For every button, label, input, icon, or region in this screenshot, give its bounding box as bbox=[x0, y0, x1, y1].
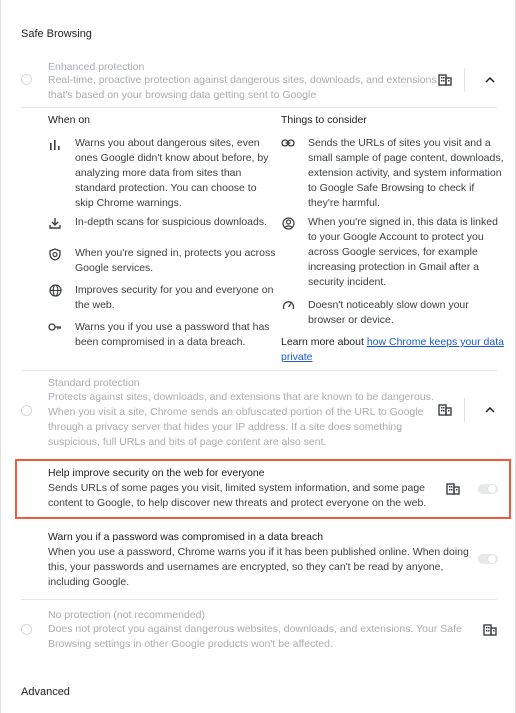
item-line: Warns you about dangerous sites, even bbox=[75, 137, 260, 149]
enhanced-protection-title: Enhanced protection bbox=[48, 61, 145, 73]
divider bbox=[464, 68, 465, 92]
things-to-consider-heading: Things to consider bbox=[281, 114, 367, 126]
divider bbox=[21, 599, 497, 600]
learn-more-link[interactable]: how Chrome keeps your data bbox=[366, 336, 504, 348]
item-line: Google services. bbox=[75, 262, 154, 274]
collapse-button[interactable] bbox=[482, 72, 498, 88]
divider bbox=[21, 107, 497, 108]
divider bbox=[21, 370, 497, 371]
download-icon bbox=[48, 216, 62, 230]
managed-building-icon bbox=[483, 624, 497, 636]
chevron-up-icon bbox=[485, 77, 495, 83]
item-line: When you're signed in, this data is linked bbox=[308, 216, 498, 228]
advanced-title: Advanced bbox=[21, 686, 70, 698]
list-item bbox=[308, 136, 504, 211]
item-line: standard protection. You can choose to bbox=[75, 182, 257, 194]
globe-icon bbox=[48, 283, 62, 297]
enhanced-desc-line: that's based on your browsing data getting sent to Google bbox=[48, 89, 317, 101]
help-improve-desc-line: Sends URLs of some pages you visit, limited system information, and some page bbox=[48, 482, 426, 494]
item-line: Doesn't noticeably slow down your bbox=[308, 299, 469, 311]
standard-desc-line: through a privacy server that hides your IP address. If a site does something bbox=[48, 421, 403, 433]
item-line: When you're signed in, protects you across bbox=[75, 247, 276, 259]
list-item bbox=[308, 215, 498, 290]
password-warn-toggle[interactable] bbox=[478, 554, 498, 564]
divider bbox=[464, 398, 465, 422]
list-item bbox=[75, 215, 267, 230]
item-line: analyzing more data from sites than bbox=[75, 167, 242, 179]
item-line: increasing protection in Gmail after a bbox=[308, 261, 479, 273]
no-protection-desc bbox=[48, 622, 462, 652]
list-item bbox=[75, 320, 270, 350]
account-icon bbox=[281, 216, 295, 230]
item-line: they're harmful. bbox=[308, 197, 381, 209]
item-line: across Google services, for example bbox=[308, 246, 478, 258]
no-protection-desc-line: Browsing settings in other Google products won't be affected. bbox=[48, 638, 333, 650]
item-line: small sample of page content, downloads, bbox=[308, 152, 504, 164]
password-warn-desc-line: this, your passwords and usernames are encrypted, so they can't be read by anyone, bbox=[48, 561, 444, 573]
item-line: the web. bbox=[75, 299, 115, 311]
enhanced-desc-line: Real-time, proactive protection against dangerous sites, downloads, and extensions bbox=[48, 74, 437, 86]
item-line: Sends the URLs of sites you visit and a bbox=[308, 137, 491, 149]
enhanced-protection-radio[interactable] bbox=[21, 74, 32, 85]
item-line: security incident. bbox=[308, 276, 387, 288]
standard-desc-line: suspicious, full URLs and bits of page content are also sent. bbox=[48, 436, 327, 448]
item-line: browser or device. bbox=[308, 314, 394, 326]
password-warn-desc-line: including Google. bbox=[48, 576, 130, 588]
section-title: Safe Browsing bbox=[21, 28, 92, 40]
enhanced-protection-desc bbox=[48, 73, 437, 103]
key-icon bbox=[48, 320, 62, 334]
link-icon bbox=[281, 136, 295, 150]
managed-building-icon bbox=[446, 483, 460, 495]
password-warn-desc-line: When you use a password, Chrome warns you if it has been published online. When doing bbox=[48, 546, 469, 558]
list-item bbox=[308, 298, 469, 328]
list-item bbox=[75, 246, 275, 276]
password-warn-title: Warn you if a password was compromised in a data breach bbox=[48, 531, 324, 543]
managed-building-icon bbox=[438, 74, 452, 86]
learn-more-text bbox=[281, 335, 504, 365]
item-line: In-depth scans for suspicious downloads. bbox=[75, 216, 268, 228]
standard-desc-line: When you visit a site, Chrome sends an obfuscated portion of the URL to Google bbox=[48, 406, 424, 418]
no-protection-radio[interactable] bbox=[21, 624, 32, 635]
item-line: to your Google Account to protect you bbox=[308, 231, 484, 243]
standard-desc-line: Protects against sites, downloads, and extensions that are known to be dangerous. bbox=[48, 391, 434, 403]
list-item bbox=[75, 283, 273, 313]
item-line: Improves security for you and everyone on bbox=[75, 284, 274, 296]
password-warn-desc bbox=[48, 545, 469, 590]
chevron-up-icon bbox=[485, 407, 495, 413]
managed-building-icon bbox=[438, 404, 452, 416]
help-improve-desc bbox=[48, 481, 426, 511]
google-shield-icon bbox=[48, 247, 62, 261]
standard-protection-desc bbox=[48, 390, 434, 450]
help-improve-desc-line: content to Google, to help discover new threats and protect everyone on the web. bbox=[48, 497, 427, 509]
item-line: ones Google didn't know about before, by bbox=[75, 152, 269, 164]
item-line: to Google Safe Browsing to check if bbox=[308, 182, 475, 194]
item-line: Warns you if you use a password that has bbox=[75, 321, 270, 333]
speed-icon bbox=[281, 298, 295, 312]
item-line: skip Chrome warnings. bbox=[75, 197, 182, 209]
item-line: been compromised in a data breach. bbox=[75, 336, 246, 348]
help-improve-toggle[interactable] bbox=[478, 484, 498, 494]
no-protection-title: No protection (not recommended) bbox=[48, 609, 205, 621]
help-improve-title: Help improve security on the web for everyone bbox=[48, 467, 265, 479]
collapse-button[interactable] bbox=[482, 402, 498, 418]
list-item bbox=[75, 136, 268, 211]
when-on-heading: When on bbox=[48, 114, 91, 126]
learn-more-link[interactable]: private bbox=[281, 351, 313, 363]
item-line: extension activity, and system information bbox=[308, 167, 502, 179]
standard-protection-radio[interactable] bbox=[21, 405, 32, 416]
bar-chart-icon bbox=[48, 138, 62, 152]
standard-protection-title: Standard protection bbox=[48, 377, 140, 389]
learn-more-prefix: Learn more about bbox=[281, 336, 367, 348]
no-protection-desc-line: Does not protect you against dangerous websites, downloads, and extensions. Your Safe bbox=[48, 623, 462, 635]
